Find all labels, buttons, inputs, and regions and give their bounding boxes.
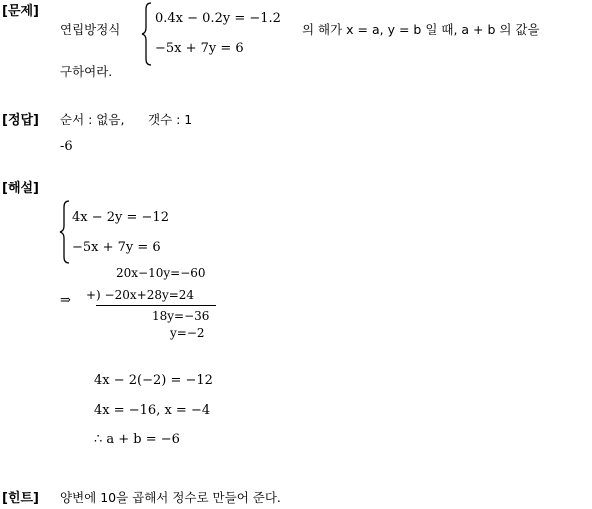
left-brace-icon [140,1,154,67]
solution-tag: [해설] [2,181,39,196]
solution-system-eq-2: −5x + 7y = 6 [72,240,161,255]
solution-system-eq-1: 4x − 2y = −12 [72,210,169,225]
calc-line-4: y=−2 [170,326,205,340]
left-brace-icon [58,199,72,265]
problem-tag: [문제] [2,4,39,19]
answer-tag: [정답] [2,113,39,128]
problem-line-2: 구하여라. [60,64,113,79]
problem-equation-1: 0.4x − 0.2y = −1.2 [155,11,281,26]
answer-order: 순서 : 없음, [60,112,125,127]
addition-rule [96,305,216,306]
problem-equation-2: −5x + 7y = 6 [155,41,244,56]
calc-line-1: 20x−10y=−60 [116,266,206,280]
calc-line-2: +) −20x+28y=24 [86,288,195,302]
solution-step-3: ∴ a + b = −6 [94,432,180,447]
problem-lead-text: 연립방정식 [60,22,121,37]
answer-count: 갯수 : 1 [148,112,193,127]
hint-text: 양변에 10을 곱해서 정수로 만들어 준다. [60,490,281,505]
solution-step-1: 4x − 2(−2) = −12 [94,373,213,388]
problem-tail-text: 의 해가 x = a, y = b 일 때, a + b 의 값을 [302,22,540,37]
calc-line-3: 18y=−36 [152,309,210,323]
solution-step-2: 4x = −16, x = −4 [94,403,211,418]
implies-arrow-icon: ⇒ [60,293,71,308]
answer-value: -6 [60,139,73,154]
hint-tag: [힌트] [2,491,39,506]
